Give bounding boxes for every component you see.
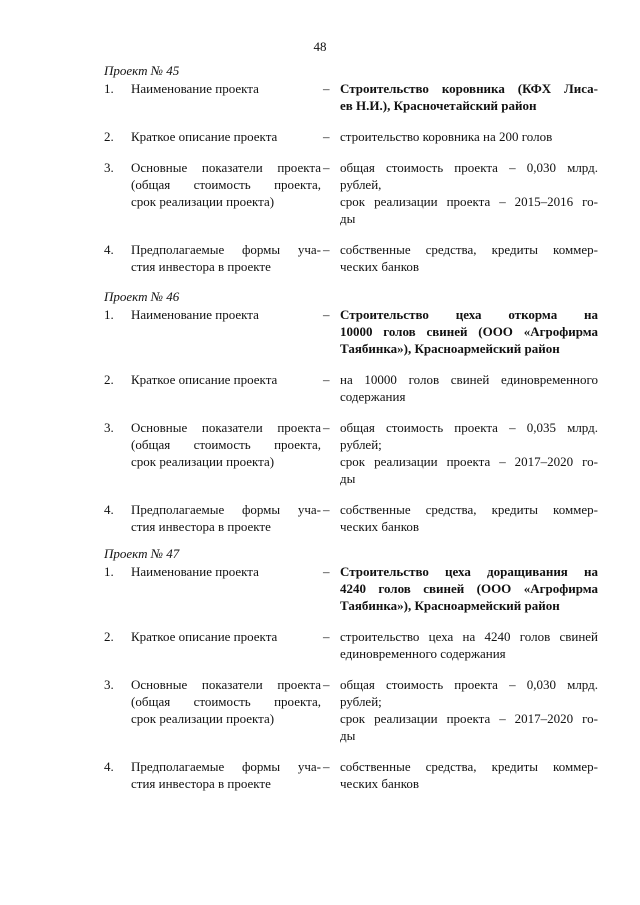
project-47	[104, 545, 600, 792]
row-label: Основные показатели проекта (общая стоимость проекта, срок реализации проекта)	[131, 420, 321, 469]
project-row-indicators	[104, 159, 600, 227]
project-46	[104, 288, 600, 535]
row-value: Строительство цеха доращивания на 4240 голов свиней (ООО «Агрофирма Таябинка»), Красноармейский район	[340, 564, 598, 613]
row-number: 2.	[104, 129, 114, 144]
row-label: Предполагаемые формы уча- стия инвестора в проекте	[131, 502, 321, 534]
project-row-name	[104, 80, 600, 114]
row-value: общая стоимость проекта – 0,035 млрд. рублей; срок реализации проекта – 2017–2020 го- ды	[340, 420, 598, 486]
row-label: Основные показатели проекта (общая стоимость проекта, срок реализации проекта)	[131, 677, 321, 726]
project-title: Проект № 47	[104, 546, 180, 561]
row-value: строительство цеха на 4240 голов свиней единовременного содержания	[340, 629, 598, 661]
row-dash: –	[323, 420, 330, 435]
row-number: 3.	[104, 677, 114, 692]
project-row-description	[104, 128, 600, 145]
row-value: общая стоимость проекта – 0,030 млрд. рублей; срок реализации проекта – 2017–2020 го- ды	[340, 677, 598, 743]
row-label: Наименование проекта	[131, 564, 259, 579]
row-value: собственные средства, кредиты коммер- ческих банков	[340, 759, 598, 791]
row-dash: –	[323, 502, 330, 517]
row-dash: –	[323, 759, 330, 774]
row-value: собственные средства, кредиты коммер- ческих банков	[340, 242, 598, 274]
row-dash: –	[323, 564, 330, 579]
row-number: 1.	[104, 81, 114, 96]
project-row-investor-forms	[104, 241, 600, 275]
row-number: 1.	[104, 564, 114, 579]
row-label: Краткое описание проекта	[131, 629, 278, 644]
row-label: Краткое описание проекта	[131, 129, 278, 144]
row-value: общая стоимость проекта – 0,030 млрд. рублей, срок реализации проекта – 2015–2016 го- ды	[340, 160, 598, 226]
row-value: собственные средства, кредиты коммер- ческих банков	[340, 502, 598, 534]
row-number: 4.	[104, 242, 114, 257]
row-label: Наименование проекта	[131, 307, 259, 322]
row-dash: –	[323, 160, 330, 175]
row-dash: –	[323, 81, 330, 96]
row-number: 3.	[104, 160, 114, 175]
project-row-investor-forms	[104, 758, 600, 792]
row-dash: –	[323, 307, 330, 322]
row-value: строительство коровника на 200 голов	[340, 129, 553, 144]
project-title: Проект № 46	[104, 289, 180, 304]
row-value: на 10000 голов свиней единовременного содержания	[340, 372, 598, 404]
project-row-description	[104, 628, 600, 662]
row-number: 1.	[104, 307, 114, 322]
row-label: Предполагаемые формы уча- стия инвестора в проекте	[131, 759, 321, 791]
row-number: 2.	[104, 372, 114, 387]
row-label: Основные показатели проекта (общая стоимость проекта, срок реализации проекта)	[131, 160, 321, 209]
row-label: Наименование проекта	[131, 81, 259, 96]
project-row-description	[104, 371, 600, 405]
row-dash: –	[323, 129, 330, 144]
project-row-indicators	[104, 419, 600, 487]
row-value: Строительство цеха откорма на 10000 голов свиней (ООО «Агрофирма Таябинка»), Красноармейский район	[340, 307, 598, 356]
project-row-name	[104, 563, 600, 614]
row-label: Предполагаемые формы уча- стия инвестора в проекте	[131, 242, 321, 274]
page-number: 48	[313, 39, 327, 54]
project-45	[104, 62, 600, 275]
row-dash: –	[323, 677, 330, 692]
row-label: Краткое описание проекта	[131, 372, 278, 387]
row-dash: –	[323, 629, 330, 644]
row-value: Строительство коровника (КФХ Лиса- ев Н.И.), Красночетайский район	[340, 81, 598, 113]
row-number: 4.	[104, 759, 114, 774]
project-row-indicators	[104, 676, 600, 744]
row-number: 2.	[104, 629, 114, 644]
row-dash: –	[323, 242, 330, 257]
row-number: 4.	[104, 502, 114, 517]
row-number: 3.	[104, 420, 114, 435]
project-title: Проект № 45	[104, 63, 180, 78]
project-row-name	[104, 306, 600, 357]
row-dash: –	[323, 372, 330, 387]
project-row-investor-forms	[104, 501, 600, 535]
